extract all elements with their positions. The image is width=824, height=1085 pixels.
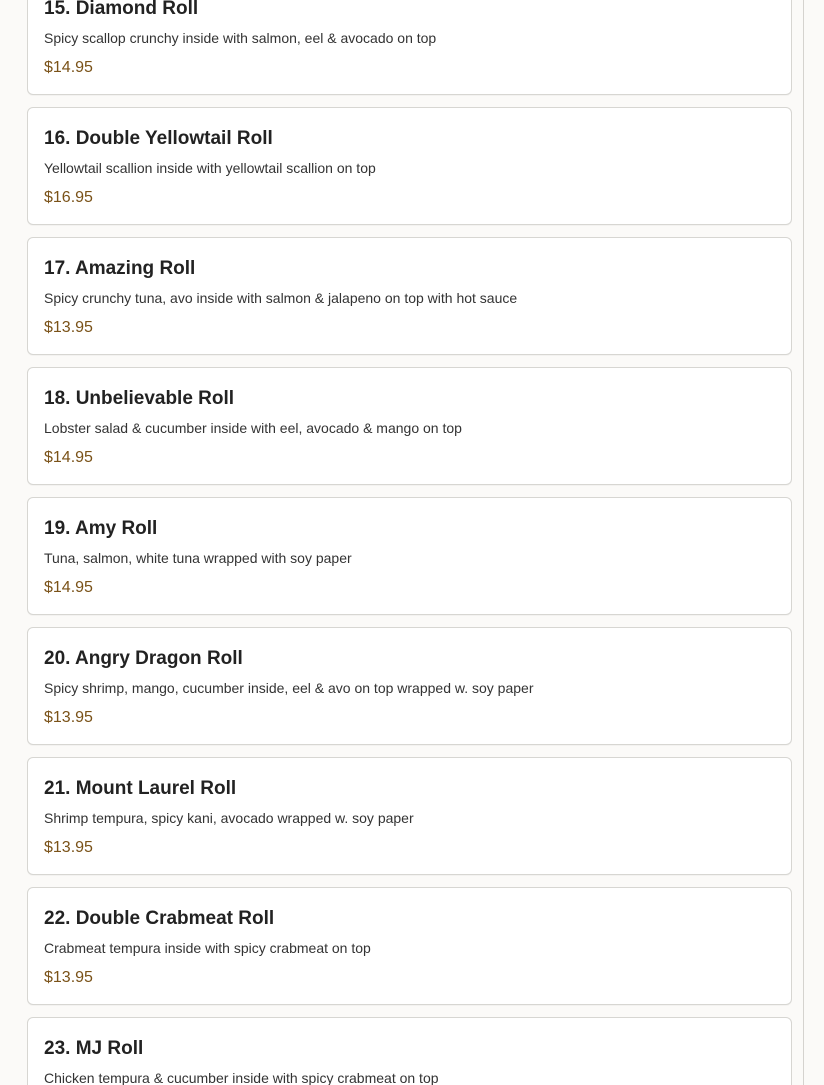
menu-item-name: 22. Double Crabmeat Roll <box>44 908 275 929</box>
menu-item-card[interactable] <box>27 107 792 225</box>
menu-item-description: Shrimp tempura, spicy kani, avocado wrapped w. soy paper <box>44 810 414 826</box>
menu-item-card[interactable] <box>27 237 792 355</box>
menu-item-description: Spicy crunchy tuna, avo inside with salmon & jalapeno on top with hot sauce <box>44 290 518 306</box>
menu-item-name: 21. Mount Laurel Roll <box>44 778 237 799</box>
menu-item-price: $14.95 <box>44 579 93 596</box>
menu-item-price: $13.95 <box>44 839 93 856</box>
menu-item-description: Tuna, salmon, white tuna wrapped with soy paper <box>44 550 352 566</box>
panel-divider <box>803 0 804 1085</box>
menu-item-card[interactable] <box>27 497 792 615</box>
menu-item-card[interactable] <box>27 1017 792 1085</box>
menu-item-price: $14.95 <box>44 59 93 76</box>
menu-item-card[interactable] <box>27 757 792 875</box>
menu-item-description: Chicken tempura & cucumber inside with spicy crabmeat on top <box>44 1070 439 1085</box>
menu-item-name: 18. Unbelievable Roll <box>44 388 235 409</box>
menu-item-list <box>27 0 792 1085</box>
menu-item-card[interactable] <box>27 367 792 485</box>
menu-item-description: Spicy scallop crunchy inside with salmon, eel & avocado on top <box>44 30 437 46</box>
menu-item-description: Spicy shrimp, mango, cucumber inside, eel & avo on top wrapped w. soy paper <box>44 680 534 696</box>
menu-item-name: 15. Diamond Roll <box>44 0 199 19</box>
menu-item-price: $13.95 <box>44 709 93 726</box>
menu-item-price: $13.95 <box>44 969 93 986</box>
menu-item-price: $14.95 <box>44 449 93 466</box>
menu-item-card[interactable] <box>27 0 792 95</box>
menu-item-price: $13.95 <box>44 319 93 336</box>
menu-item-price: $16.95 <box>44 189 93 206</box>
menu-item-description: Lobster salad & cucumber inside with eel, avocado & mango on top <box>44 420 462 436</box>
menu-item-name: 19. Amy Roll <box>44 518 158 539</box>
menu-item-description: Yellowtail scallion inside with yellowtail scallion on top <box>44 160 376 176</box>
menu-item-name: 17. Amazing Roll <box>44 258 196 279</box>
menu-item-description: Crabmeat tempura inside with spicy crabmeat on top <box>44 940 371 956</box>
menu-item-name: 20. Angry Dragon Roll <box>44 648 243 669</box>
menu-item-card[interactable] <box>27 887 792 1005</box>
menu-item-name: 16. Double Yellowtail Roll <box>44 128 273 149</box>
menu-item-card[interactable] <box>27 627 792 745</box>
menu-item-name: 23. MJ Roll <box>44 1038 144 1059</box>
